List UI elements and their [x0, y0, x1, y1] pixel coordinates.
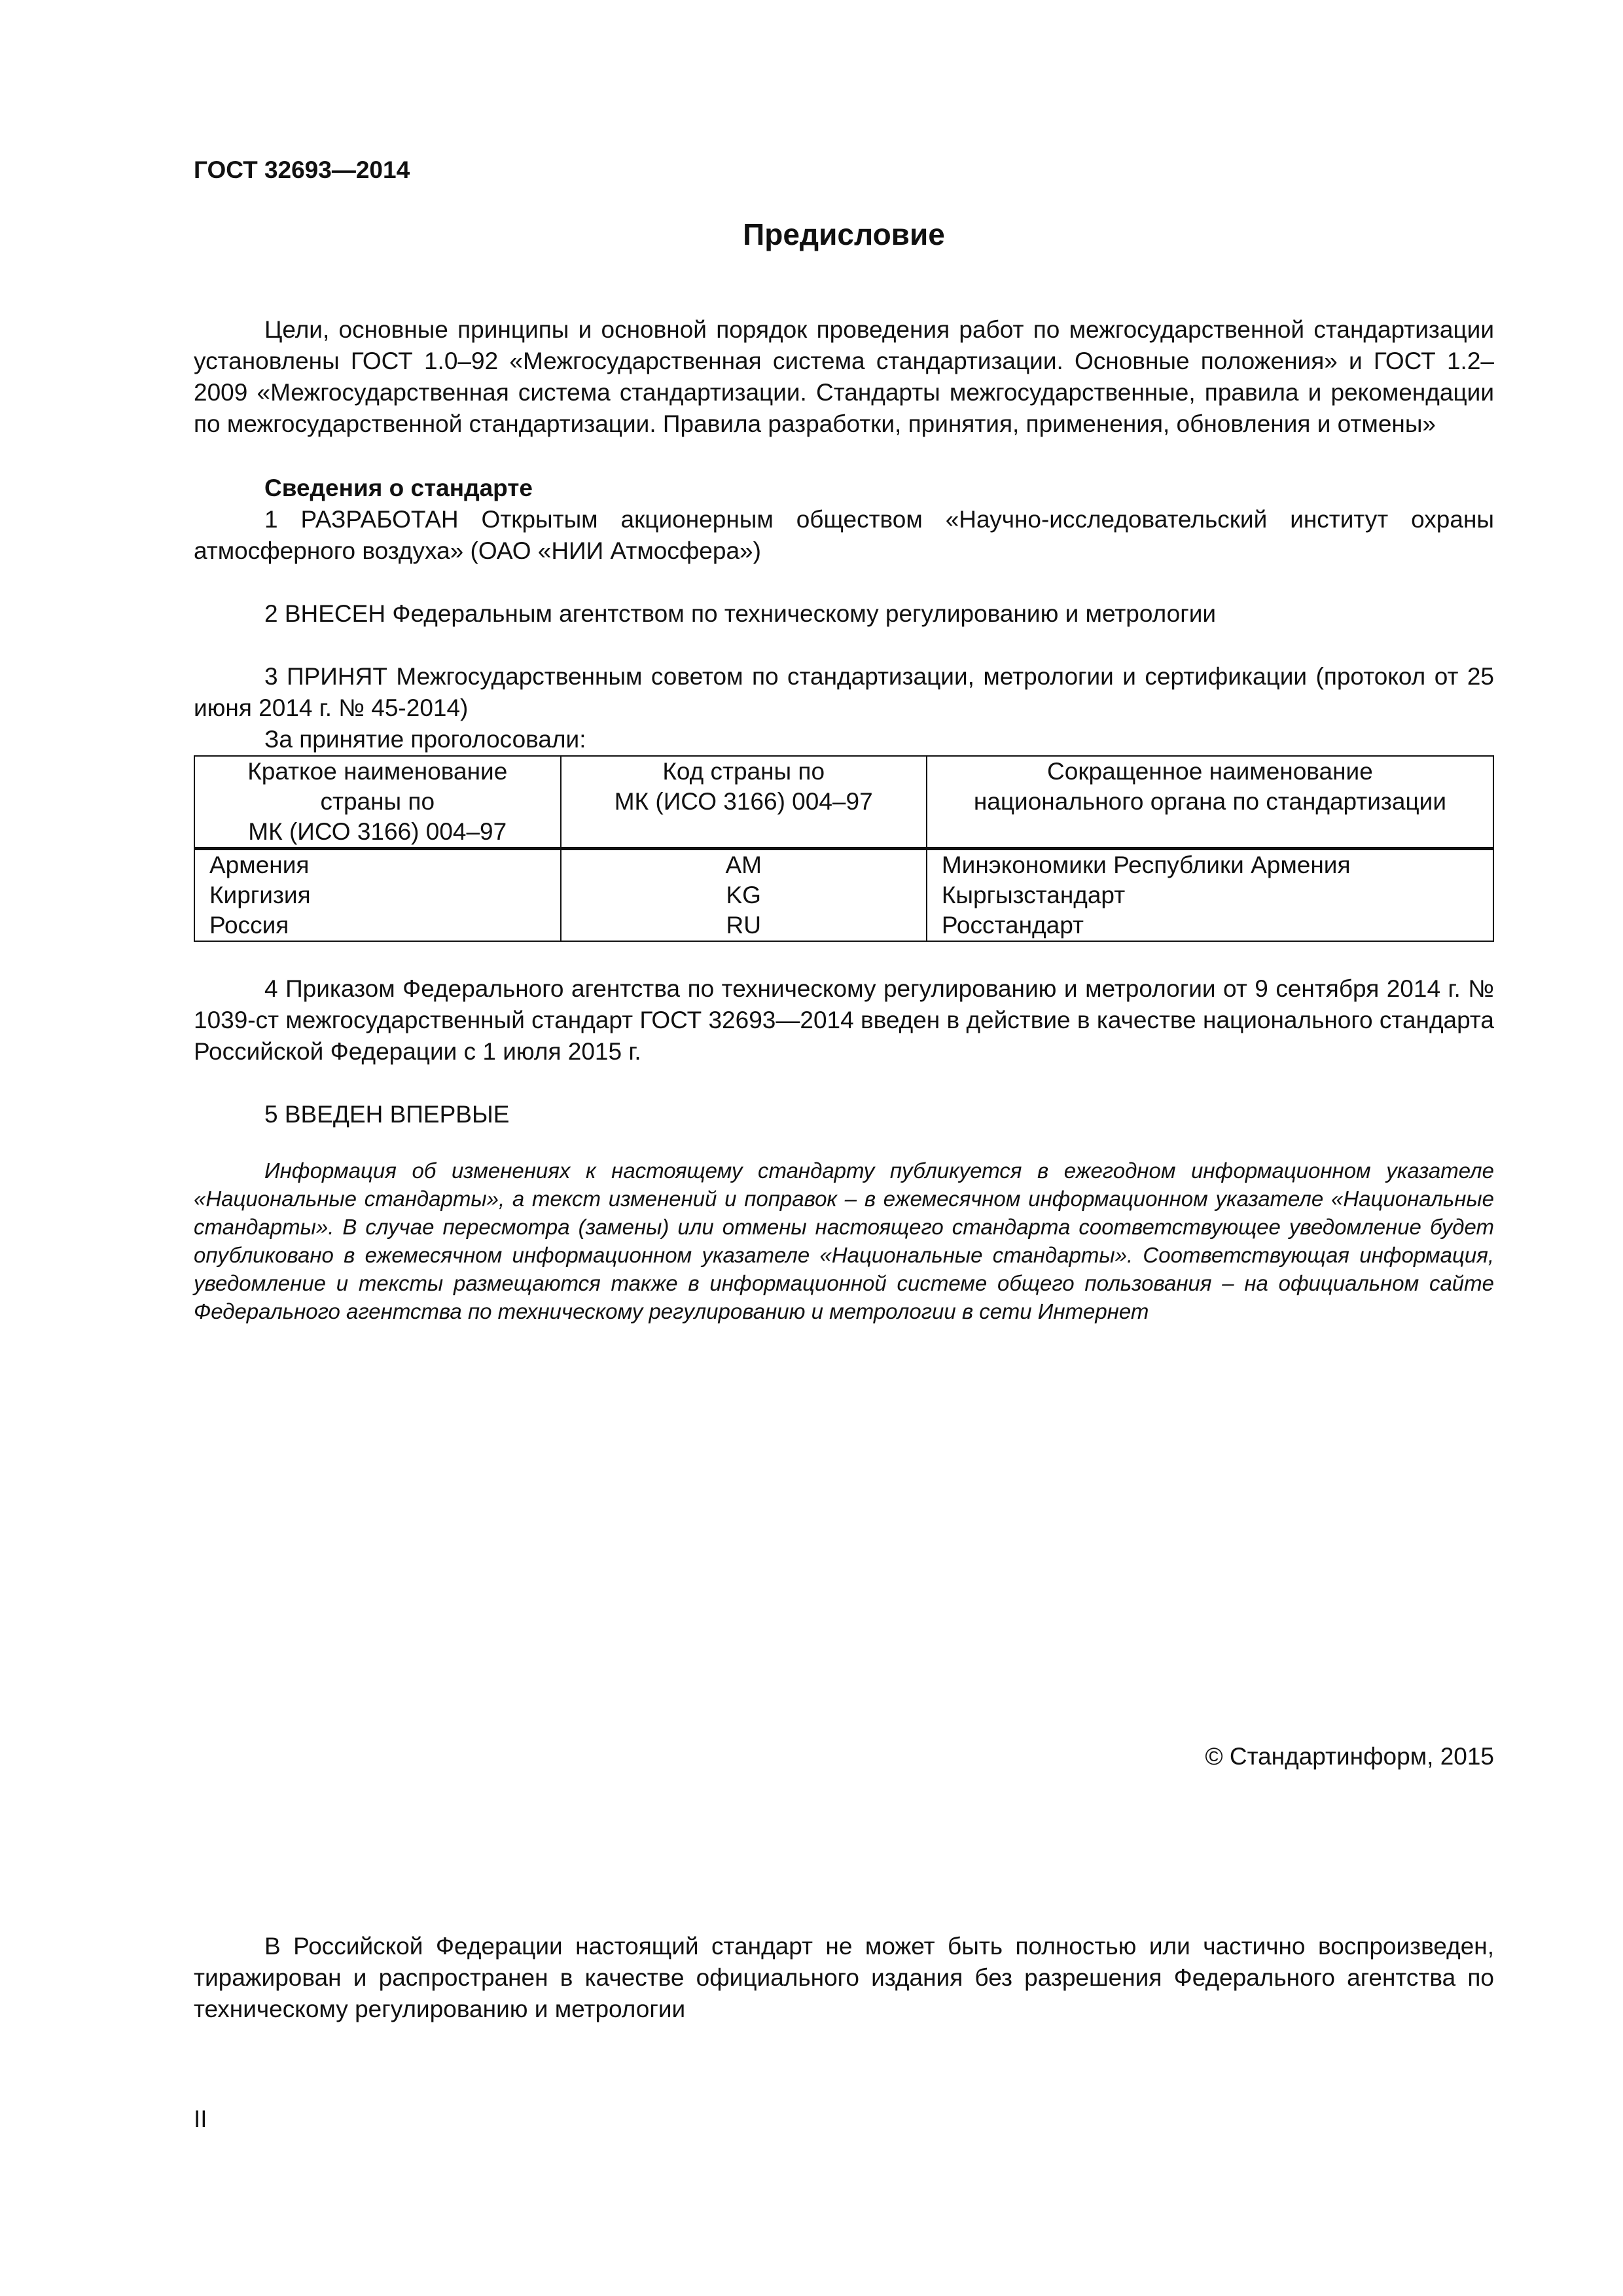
cell-body: Кыргызстандарт	[927, 880, 1493, 910]
item-developed: 1 РАЗРАБОТАН Открытым акционерным обществом «Научно-исследовательский институт охраны атмосферного воздуха» (ОАО «НИИ Атмосфера»)	[194, 506, 1494, 564]
changes-info: Информация об изменениях к настоящему стандарту публикуется в ежегодном информационном указателе «Национальные стандарты», а текст изменений и поправок – в ежемесячном информационном указателе «Национальные стандарты». В случае пересмотра (замены) или отмены настоящего стандарта соответствующее уведомление будет опубликовано в ежемесячном информационном указателе «Национальные стандарты». Соответствующая информация, уведомление и тексты размещаются также в информационной системе общего пользования – на официальном сайте Федерального агентства по техническому регулированию и метрологии в сети Интернет	[194, 1158, 1494, 1323]
table-row	[194, 880, 1493, 910]
item-first-introduced: 5 ВВЕДЕН ВПЕРВЫЕ	[264, 1101, 510, 1128]
cell-body: Минэкономики Республики Армения	[927, 849, 1493, 881]
cell-country: Россия	[194, 910, 561, 941]
document-code: ГОСТ 32693—2014	[194, 156, 410, 183]
header-country-line: страны по	[320, 788, 435, 815]
header-code-line: МК (ИСО 3166) 004–97	[614, 788, 873, 815]
header-country	[194, 756, 561, 849]
header-code-line: Код страны по	[662, 758, 825, 785]
table-row	[194, 849, 1493, 881]
cell-code: KG	[561, 880, 927, 910]
cell-code: AM	[561, 849, 927, 881]
vote-intro: За принятие проголосовали:	[264, 726, 586, 753]
cell-country: Киргизия	[194, 880, 561, 910]
reproduction-notice: В Российской Федерации настоящий стандарт не может быть полностью или частично воспроизведен, тиражирован и распространен в качестве официального издания без разрешения Федерального агентства по техническому регулированию и метрологии	[194, 1933, 1494, 2022]
cell-code: RU	[561, 910, 927, 941]
intro-paragraph: Цели, основные принципы и основной порядок проведения работ по межгосударственной стандартизации установлены ГОСТ 1.0–92 «Межгосударственная система стандартизации. Основные положения» и ГОСТ 1.2–2009 «Межгосударственная система стандартизации. Стандарты межгосударственные, правила и рекомендации по межгосударственной стандартизации. Правила разработки, принятия, применения, обновления и отмены»	[194, 316, 1494, 437]
table-row	[194, 910, 1493, 941]
item-order: 4 Приказом Федерального агентства по техническому регулированию и метрологии от 9 сентября 2014 г. № 1039-ст межгосударственный стандарт ГОСТ 32693—2014 введен в действие в качестве национального стандарта Российской Федерации с 1 июля 2015 г.	[194, 975, 1494, 1065]
table-header-row	[194, 756, 1493, 849]
cell-country: Армения	[194, 849, 561, 881]
section-heading: Сведения о стандарте	[264, 475, 533, 501]
header-body	[927, 756, 1493, 849]
header-country-line: Краткое наименование	[247, 758, 508, 785]
item-adopted: 3 ПРИНЯТ Межгосударственным советом по стандартизации, метрологии и сертификации (протокол от 25 июня 2014 г. № 45-2014)	[194, 663, 1494, 721]
copyright: © Стандартинформ, 2015	[1205, 1743, 1494, 1770]
header-body-line: национального органа по стандартизации	[973, 788, 1446, 815]
page-title: Предисловие	[743, 217, 945, 251]
item-submitted: 2 ВНЕСЕН Федеральным агентством по техническому регулированию и метрологии	[264, 600, 1217, 627]
document-body	[194, 314, 1494, 1325]
page-number: II	[194, 2106, 207, 2132]
header-code	[561, 756, 927, 849]
cell-body: Росстандарт	[927, 910, 1493, 941]
header-body-line: Сокращенное наименование	[1047, 758, 1373, 785]
countries-table	[194, 755, 1494, 942]
header-country-line: МК (ИСО 3166) 004–97	[248, 818, 507, 845]
